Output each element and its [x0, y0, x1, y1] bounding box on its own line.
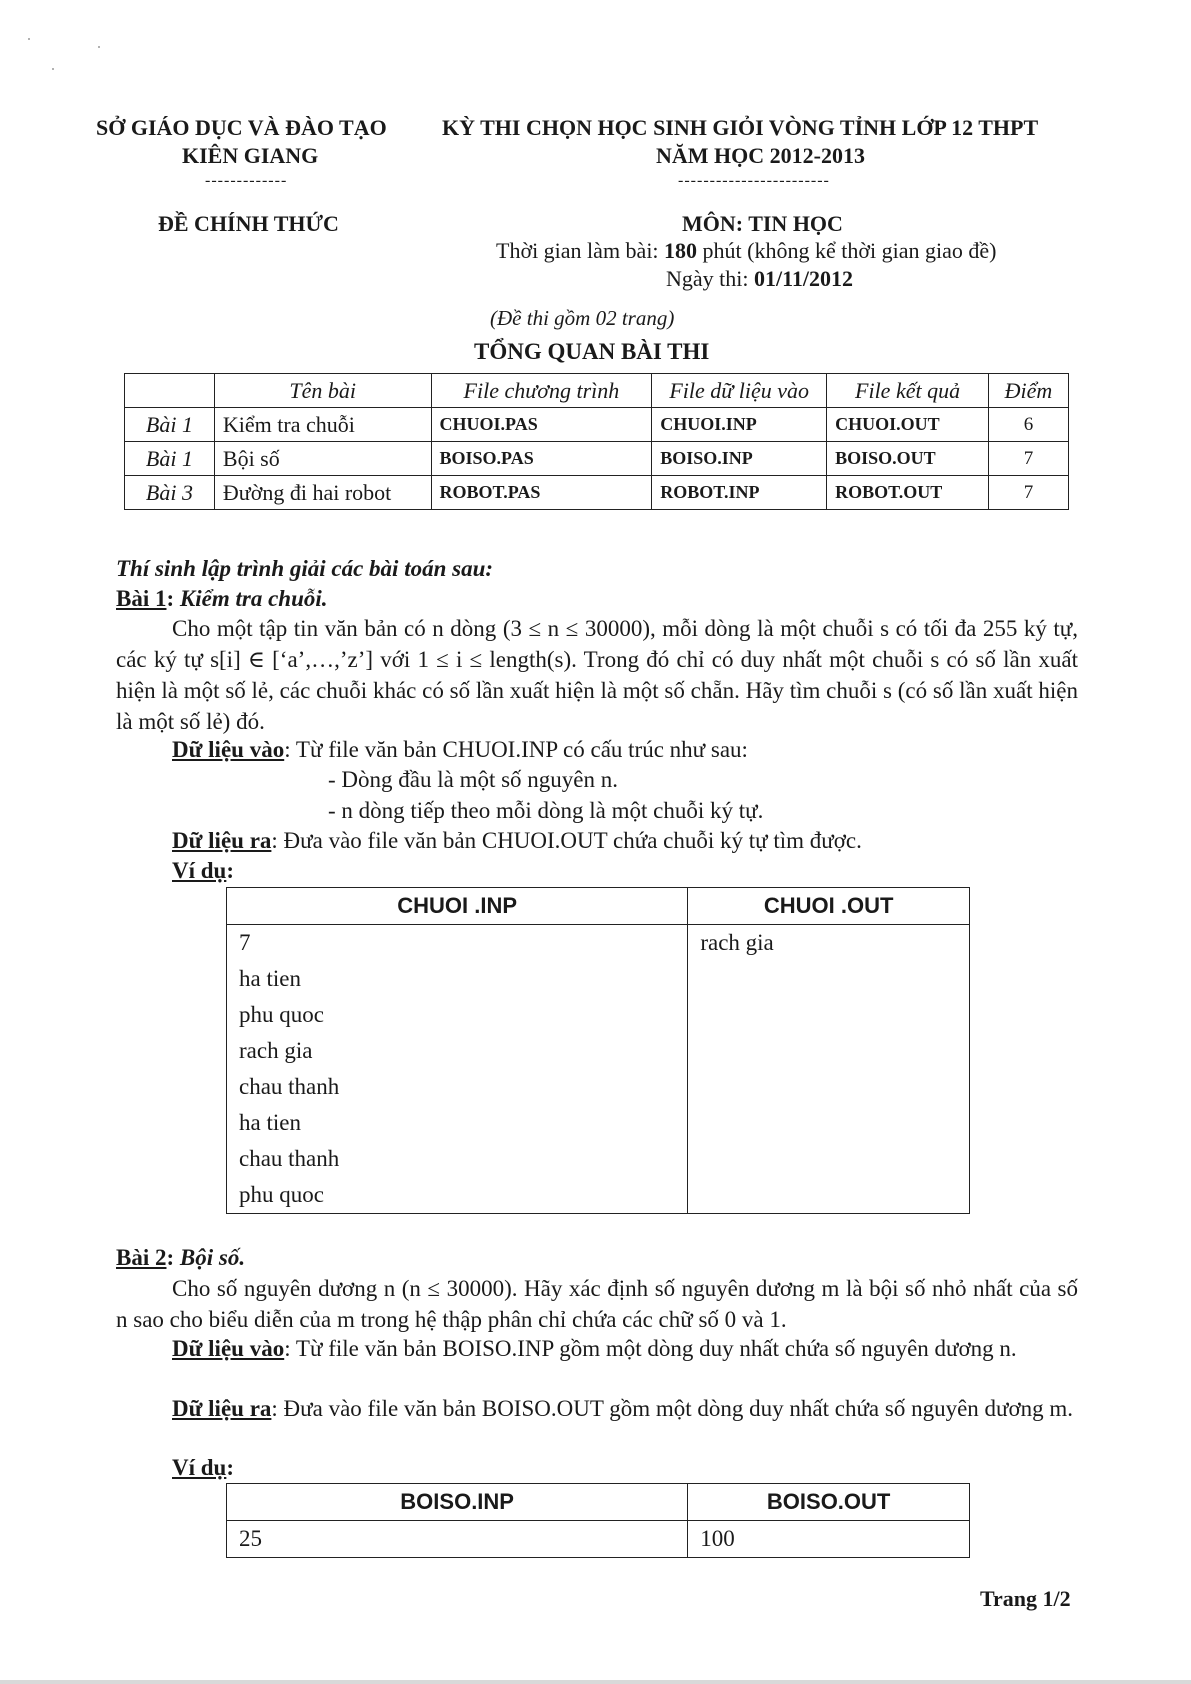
- bai2-example-label: Ví dụ:: [172, 1455, 235, 1480]
- overview-table: [124, 373, 1069, 510]
- example-header-row: [227, 888, 970, 925]
- bai1-heading: Bài 1: Kiểm tra chuỗi.: [116, 586, 328, 611]
- scan-speck: [28, 38, 30, 40]
- dept-name: SỞ GIÁO DỤC VÀ ĐÀO TẠO: [96, 115, 387, 140]
- input-file-header: BOISO.INP: [227, 1484, 688, 1521]
- bai1-input-line1: - Dòng đầu là một số nguyên n.: [328, 767, 619, 792]
- problem-name: Kiểm tra chuỗi: [214, 408, 431, 442]
- bai1-example-table: [226, 887, 970, 1214]
- input-label: Dữ liệu vào: [172, 1336, 285, 1361]
- overview-header-row: [125, 374, 1069, 408]
- example-body-row: [227, 925, 970, 1214]
- output-label: Dữ liệu ra: [172, 1396, 272, 1421]
- scan-edge: [0, 1680, 1191, 1684]
- subject-label: MÔN: TIN HỌC: [682, 211, 843, 236]
- date-value: 01/11/2012: [754, 266, 854, 291]
- bai2-description: Cho số nguyên dương n (n ≤ 30000). Hãy xác định số nguyên dương m là bội số nhỏ nhất của số n sao cho biểu diễn của m trong hệ thập phân chỉ chứa các chữ số 0 và 1.: [116, 1276, 1078, 1332]
- input-label: Dữ liệu vào: [172, 737, 285, 762]
- header-cell: Điểm: [989, 374, 1069, 408]
- input-line: phu quoc: [239, 1182, 324, 1207]
- input-file: CHUOI.INP: [652, 408, 827, 442]
- problem-no: Bài 3: [125, 476, 215, 510]
- problem-no: Bài 1: [125, 408, 215, 442]
- program-file: ROBOT.PAS: [431, 476, 652, 510]
- input-line: 7: [239, 930, 251, 955]
- time-suffix: phút (không kể thời gian giao đề): [697, 238, 997, 263]
- left-divider: -------------: [205, 172, 288, 189]
- province-name: KIÊN GIANG: [182, 143, 319, 168]
- pages-note: (Đề thi gồm 02 trang): [490, 306, 675, 330]
- score: 7: [989, 442, 1069, 476]
- output-label: Dữ liệu ra: [172, 828, 272, 853]
- program-file: BOISO.PAS: [431, 442, 652, 476]
- header-cell: Tên bài: [214, 374, 431, 408]
- date-line: [666, 266, 853, 292]
- input-line: ha tien: [239, 966, 301, 991]
- header-cell: File dữ liệu vào: [652, 374, 827, 408]
- problem-no: Bài 1: [125, 442, 215, 476]
- output-file: CHUOI.OUT: [827, 408, 989, 442]
- input-line: rach gia: [239, 1038, 313, 1063]
- bai1-example-label: Ví dụ:: [172, 858, 235, 883]
- table-row: [125, 408, 1069, 442]
- input-line: phu quoc: [239, 1002, 324, 1027]
- score: 6: [989, 408, 1069, 442]
- input-sample: 25: [227, 1521, 688, 1558]
- score: 7: [989, 476, 1069, 510]
- header-cell: File kết quả: [827, 374, 989, 408]
- output-sample: 100: [688, 1521, 970, 1558]
- bai2-label: Bài 2: [116, 1245, 167, 1270]
- table-row: [125, 476, 1069, 510]
- school-year: NĂM HỌC 2012-2013: [656, 143, 865, 168]
- bai1-description: Cho một tập tin văn bản có n dòng (3 ≤ n ≤ 30000), mỗi dòng là một chuỗi s có tối đa 255 ký tự, các ký tự s[i] ∈ [‘a’,…,’z’] với 1 ≤ i ≤ length(s). Trong đó chỉ có duy nhất một chuỗi s có số lần xuất hiện là một số lẻ, các chuỗi khác có số lần xuất hiện là một số chẵn. Hãy tìm chuỗi s (có số lần xuất hiện là một số lẻ) đó.: [116, 616, 1078, 734]
- table-row: [125, 442, 1069, 476]
- output-text: : Đưa vào file văn bản CHUOI.OUT chứa chuỗi ký tự tìm được.: [271, 828, 862, 853]
- output-line: rach gia: [700, 930, 774, 955]
- problem-name: Đường đi hai robot: [214, 476, 431, 510]
- output-file: BOISO.OUT: [827, 442, 989, 476]
- example-header-row: [227, 1484, 970, 1521]
- output-sample: [688, 925, 970, 1214]
- output-file-header: BOISO.OUT: [688, 1484, 970, 1521]
- page-number: Trang 1/2: [980, 1586, 1071, 1611]
- scan-speck: [52, 68, 54, 70]
- output-text: : Đưa vào file văn bản BOISO.OUT gồm một dòng duy nhất chứa số nguyên dương m.: [271, 1396, 1074, 1421]
- intro-heading: Thí sinh lập trình giải các bài toán sau:: [116, 556, 494, 581]
- input-file: ROBOT.INP: [652, 476, 827, 510]
- scan-speck: [98, 46, 100, 48]
- time-prefix: Thời gian làm bài:: [496, 238, 665, 263]
- output-file-header: CHUOI .OUT: [688, 888, 970, 925]
- program-file: CHUOI.PAS: [431, 408, 652, 442]
- bai2-heading: Bài 2: Bội số.: [116, 1245, 246, 1270]
- date-prefix: Ngày thi:: [666, 266, 754, 291]
- right-divider: ------------------------: [678, 172, 830, 189]
- official-label: ĐỀ CHÍNH THỨC: [158, 211, 339, 236]
- time-value: 180: [664, 238, 698, 263]
- bai1-output-spec: [172, 828, 862, 854]
- bai1-title: Kiểm tra chuỗi.: [179, 586, 328, 611]
- overview-title: TỔNG QUAN BÀI THI: [474, 339, 710, 364]
- bai2-title: Bội số.: [179, 1245, 246, 1270]
- problem-name: Bội số: [214, 442, 431, 476]
- input-line: chau thanh: [239, 1146, 340, 1171]
- input-text: : Từ file văn bản CHUOI.INP có cấu trúc như sau:: [284, 737, 748, 762]
- input-sample: [227, 925, 688, 1214]
- header-cell: File chương trình: [431, 374, 652, 408]
- input-line: chau thanh: [239, 1074, 340, 1099]
- example-body-row: [227, 1521, 970, 1558]
- bai2-example-table: [226, 1483, 970, 1558]
- exam-title: KỲ THI CHỌN HỌC SINH GIỎI VÒNG TỈNH LỚP 12 THPT: [442, 115, 1039, 140]
- input-line: ha tien: [239, 1110, 301, 1135]
- output-file: ROBOT.OUT: [827, 476, 989, 510]
- bai2-output-spec: [116, 1393, 1078, 1424]
- bai1-label: Bài 1: [116, 586, 167, 611]
- input-file-header: CHUOI .INP: [227, 888, 688, 925]
- bai1-input-line2: - n dòng tiếp theo mỗi dòng là một chuỗi ký tự.: [328, 798, 764, 823]
- header-cell: [125, 374, 215, 408]
- bai2-input-spec: [116, 1333, 1078, 1364]
- input-file: BOISO.INP: [652, 442, 827, 476]
- input-text: : Từ file văn bản BOISO.INP gồm một dòng duy nhất chứa số nguyên dương n.: [284, 1336, 1017, 1361]
- time-line: [496, 238, 996, 264]
- bai1-input-spec: [172, 737, 748, 763]
